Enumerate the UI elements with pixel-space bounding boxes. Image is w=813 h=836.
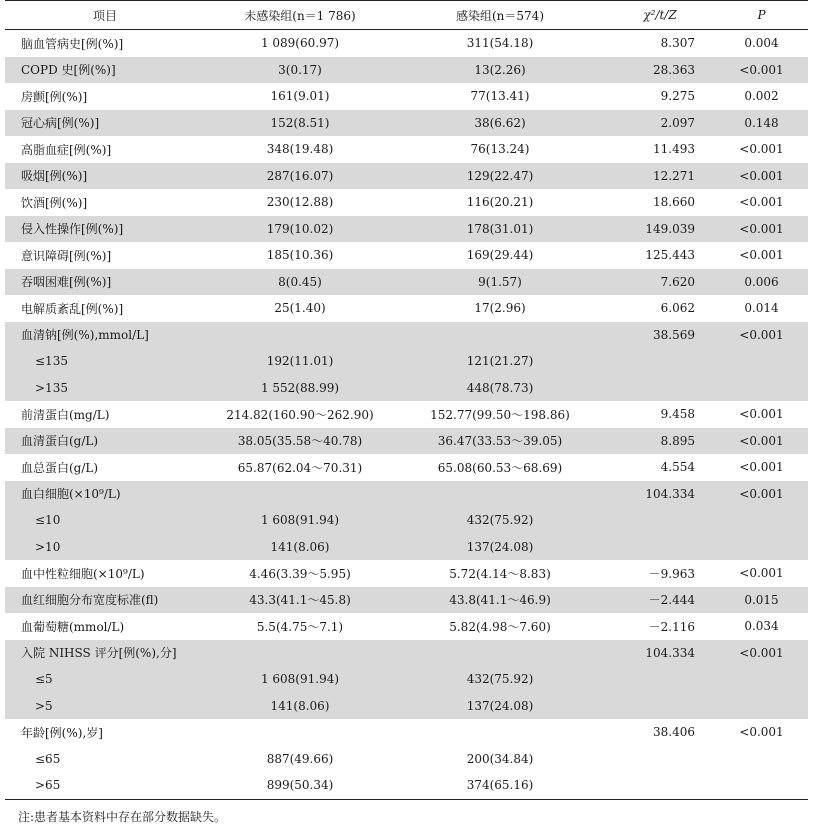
stat-value: 18.660 [653, 195, 695, 210]
table-row [5, 587, 808, 614]
infected-value [395, 640, 605, 667]
infected-value: 9(1.57) [395, 269, 605, 296]
uninfected-value: 1 608(91.94) [205, 666, 395, 693]
row-label: 血葡萄糖(mmol/L) [21, 619, 125, 634]
infected-value: 43.8(41.1～46.9) [395, 587, 605, 614]
table-note: 注:患者基本资料中存在部分数据缺失。 [18, 809, 227, 824]
infected-value: 169(29.44) [466, 248, 534, 263]
row-label: 入院 NIHSS 评分[例(%),分] [5, 640, 205, 667]
infected-value: 432(75.92) [395, 666, 605, 693]
infected-value: 152.77(99.50～198.86) [430, 407, 570, 422]
p-value [715, 507, 808, 534]
uninfected-value: 43.3(41.1～45.8) [205, 587, 395, 614]
table-row [5, 189, 808, 216]
infected-value: 65.08(60.53～68.69) [437, 460, 563, 475]
header-stat: χ²/t/Z [605, 1, 715, 30]
infected-value: 178(31.01) [395, 216, 605, 243]
uninfected-value: 3(0.17) [205, 57, 395, 84]
stat-value: 38.569 [605, 322, 715, 349]
stat-value: －2.116 [648, 619, 695, 634]
row-label: 年龄[例(%),岁] [21, 725, 103, 740]
infected-value: 137(24.08) [395, 534, 605, 561]
row-label: 吞咽困难[例(%)] [5, 269, 205, 296]
table-row [5, 401, 808, 428]
table-row [5, 83, 808, 110]
table-row [5, 269, 808, 296]
p-value: <0.001 [739, 460, 784, 475]
table-row [5, 719, 808, 746]
stat-value: 8.895 [605, 428, 715, 455]
table-row [5, 507, 808, 534]
p-value: <0.001 [715, 428, 808, 455]
row-label: 血中性粒细胞(×10⁹/L) [21, 566, 145, 581]
stat-value [605, 666, 715, 693]
stat-value [605, 746, 715, 773]
stat-value: 149.039 [605, 216, 715, 243]
p-value: 0.006 [715, 269, 808, 296]
stat-value: 7.620 [605, 269, 715, 296]
stat-value [605, 375, 715, 402]
row-label: 血红细胞分布宽度标准(fl) [5, 587, 205, 614]
p-value: <0.001 [739, 566, 784, 581]
p-value [715, 348, 808, 375]
table-row [5, 666, 808, 693]
p-value [715, 375, 808, 402]
stat-value [605, 507, 715, 534]
row-label: 脑血管病史[例(%)] [21, 36, 124, 51]
infected-value: 13(2.26) [395, 57, 605, 84]
table-row [5, 163, 808, 190]
row-label: 吸烟[例(%)] [5, 163, 205, 190]
uninfected-value: 887(49.66) [266, 751, 334, 766]
infected-value: 311(54.18) [466, 36, 534, 51]
stat-value: 125.443 [645, 248, 695, 263]
row-label: 房颤[例(%)] [21, 89, 88, 104]
p-value [715, 693, 808, 720]
stat-value: 9.458 [660, 407, 695, 422]
table-row [5, 348, 808, 375]
infected-value: 77(13.41) [470, 89, 530, 104]
p-value [715, 772, 808, 799]
table-row [5, 772, 808, 799]
p-value: 0.034 [744, 619, 779, 634]
uninfected-value: 5.5(4.75～7.1) [256, 619, 344, 634]
p-value: <0.001 [715, 216, 808, 243]
table-row [5, 295, 808, 322]
header-uninfected: 未感染组(n＝1 786) [205, 1, 395, 30]
stat-value [605, 534, 715, 561]
infected-value: 448(78.73) [395, 375, 605, 402]
p-value: 0.148 [715, 110, 808, 137]
infected-value: 129(22.47) [395, 163, 605, 190]
uninfected-value: 141(8.06) [205, 534, 395, 561]
uninfected-value: 141(8.06) [205, 693, 395, 720]
infected-value: 76(13.24) [470, 142, 530, 157]
row-label: 侵入性操作[例(%)] [5, 216, 205, 243]
infected-value [395, 322, 605, 349]
infected-value: 38(6.62) [395, 110, 605, 137]
infected-value: 121(21.27) [395, 348, 605, 375]
p-value: <0.001 [739, 725, 784, 740]
infected-value: 116(20.21) [466, 195, 534, 210]
row-label: 电解质紊乱[例(%)] [21, 301, 124, 316]
uninfected-value: 1 089(60.97) [260, 36, 340, 51]
header-item: 项目 [5, 1, 205, 30]
p-value: <0.001 [739, 248, 784, 263]
uninfected-value: 1 552(88.99) [205, 375, 395, 402]
table-row [5, 534, 808, 561]
uninfected-value: 152(8.51) [205, 110, 395, 137]
p-value: 0.002 [744, 89, 779, 104]
infected-value: 17(2.96) [474, 301, 526, 316]
header-p: P [715, 1, 808, 30]
table-row [5, 375, 808, 402]
p-value [715, 746, 808, 773]
row-label: 冠心病[例(%)] [5, 110, 205, 137]
table-row [5, 30, 808, 57]
row-label: 血清钠[例(%),mmol/L] [5, 322, 205, 349]
p-value: <0.001 [715, 57, 808, 84]
row-label: 血总蛋白(g/L) [21, 460, 99, 475]
p-value: <0.001 [739, 407, 784, 422]
table-row [5, 454, 808, 481]
uninfected-value: 230(12.88) [266, 195, 334, 210]
stat-value [605, 693, 715, 720]
header-row [5, 1, 808, 30]
p-value: <0.001 [715, 163, 808, 190]
p-value [715, 666, 808, 693]
stat-value: 12.271 [605, 163, 715, 190]
table-row [5, 322, 808, 349]
p-value: <0.001 [739, 142, 784, 157]
row-label: ≤10 [5, 507, 205, 534]
uninfected-value: 214.82(160.90～262.90) [226, 407, 374, 422]
p-value: <0.001 [715, 640, 808, 667]
table-row [5, 640, 808, 667]
stat-value: 104.334 [605, 481, 715, 508]
table-body [5, 30, 808, 800]
infected-value: 432(75.92) [395, 507, 605, 534]
stat-value: 104.334 [605, 640, 715, 667]
table-header [5, 1, 808, 30]
table-row [5, 216, 808, 243]
table-row [5, 136, 808, 163]
uninfected-value [205, 640, 395, 667]
table-row [5, 613, 808, 640]
infected-value: 36.47(33.53～39.05) [395, 428, 605, 455]
uninfected-value: 4.46(3.39～5.95) [249, 566, 351, 581]
row-label: 饮酒[例(%)] [21, 195, 88, 210]
infected-value: 200(34.84) [466, 751, 534, 766]
header-infected: 感染组(n＝574) [395, 1, 605, 30]
stat-value: 9.275 [660, 89, 695, 104]
p-value: 0.015 [715, 587, 808, 614]
stat-value: －2.444 [605, 587, 715, 614]
uninfected-value: 38.05(35.58～40.78) [205, 428, 395, 455]
p-value: <0.001 [739, 195, 784, 210]
row-label: >135 [5, 375, 205, 402]
infected-value [395, 481, 605, 508]
table-row [5, 242, 808, 269]
uninfected-value: 899(50.34) [205, 772, 395, 799]
table-row [5, 746, 808, 773]
row-label: 血清蛋白(g/L) [5, 428, 205, 455]
uninfected-value: 287(16.07) [205, 163, 395, 190]
row-label: 高脂血症[例(%)] [21, 142, 112, 157]
infected-value: 374(65.16) [395, 772, 605, 799]
table-row [5, 693, 808, 720]
uninfected-value: 179(10.02) [205, 216, 395, 243]
row-label: 意识障碍[例(%)] [21, 248, 112, 263]
uninfected-value: 185(10.36) [266, 248, 334, 263]
uninfected-value: 161(9.01) [270, 89, 330, 104]
p-value: 0.014 [744, 301, 779, 316]
uninfected-value: 65.87(62.04～70.31) [237, 460, 363, 475]
table-row [5, 481, 808, 508]
data-table [5, 0, 808, 800]
stat-value [605, 772, 715, 799]
table-row [5, 428, 808, 455]
stat-value: 28.363 [605, 57, 715, 84]
stat-value: 2.097 [605, 110, 715, 137]
stat-value: 8.307 [660, 36, 695, 51]
infected-value [395, 719, 605, 746]
stat-value: 4.554 [660, 460, 695, 475]
uninfected-value: 348(19.48) [266, 142, 334, 157]
infected-value: 5.72(4.14～8.83) [449, 566, 551, 581]
uninfected-value: 25(1.40) [274, 301, 326, 316]
stat-value: －9.963 [648, 566, 695, 581]
row-label: >10 [5, 534, 205, 561]
row-label: >65 [5, 772, 205, 799]
infected-value: 137(24.08) [395, 693, 605, 720]
row-label: ≤65 [35, 751, 61, 766]
p-value [715, 534, 808, 561]
p-value: <0.001 [715, 322, 808, 349]
infected-value: 5.82(4.98～7.60) [449, 619, 551, 634]
uninfected-value: 8(0.45) [205, 269, 395, 296]
table-row [5, 110, 808, 137]
row-label: 前清蛋白(mg/L) [21, 407, 110, 422]
uninfected-value: 192(11.01) [205, 348, 395, 375]
p-value: 0.004 [744, 36, 779, 51]
p-value: <0.001 [715, 481, 808, 508]
uninfected-value [205, 719, 395, 746]
stat-value [605, 348, 715, 375]
uninfected-value [205, 322, 395, 349]
table-row [5, 57, 808, 84]
row-label: >5 [5, 693, 205, 720]
row-label: COPD 史[例(%)] [5, 57, 205, 84]
stat-value: 38.406 [653, 725, 695, 740]
uninfected-value: 1 608(91.94) [205, 507, 395, 534]
row-label: 血白细胞(×10⁹/L) [5, 481, 205, 508]
stat-value: 6.062 [660, 301, 695, 316]
row-label: ≤135 [5, 348, 205, 375]
stat-value: 11.493 [653, 142, 695, 157]
uninfected-value [205, 481, 395, 508]
row-label: ≤5 [5, 666, 205, 693]
table-row [5, 560, 808, 587]
